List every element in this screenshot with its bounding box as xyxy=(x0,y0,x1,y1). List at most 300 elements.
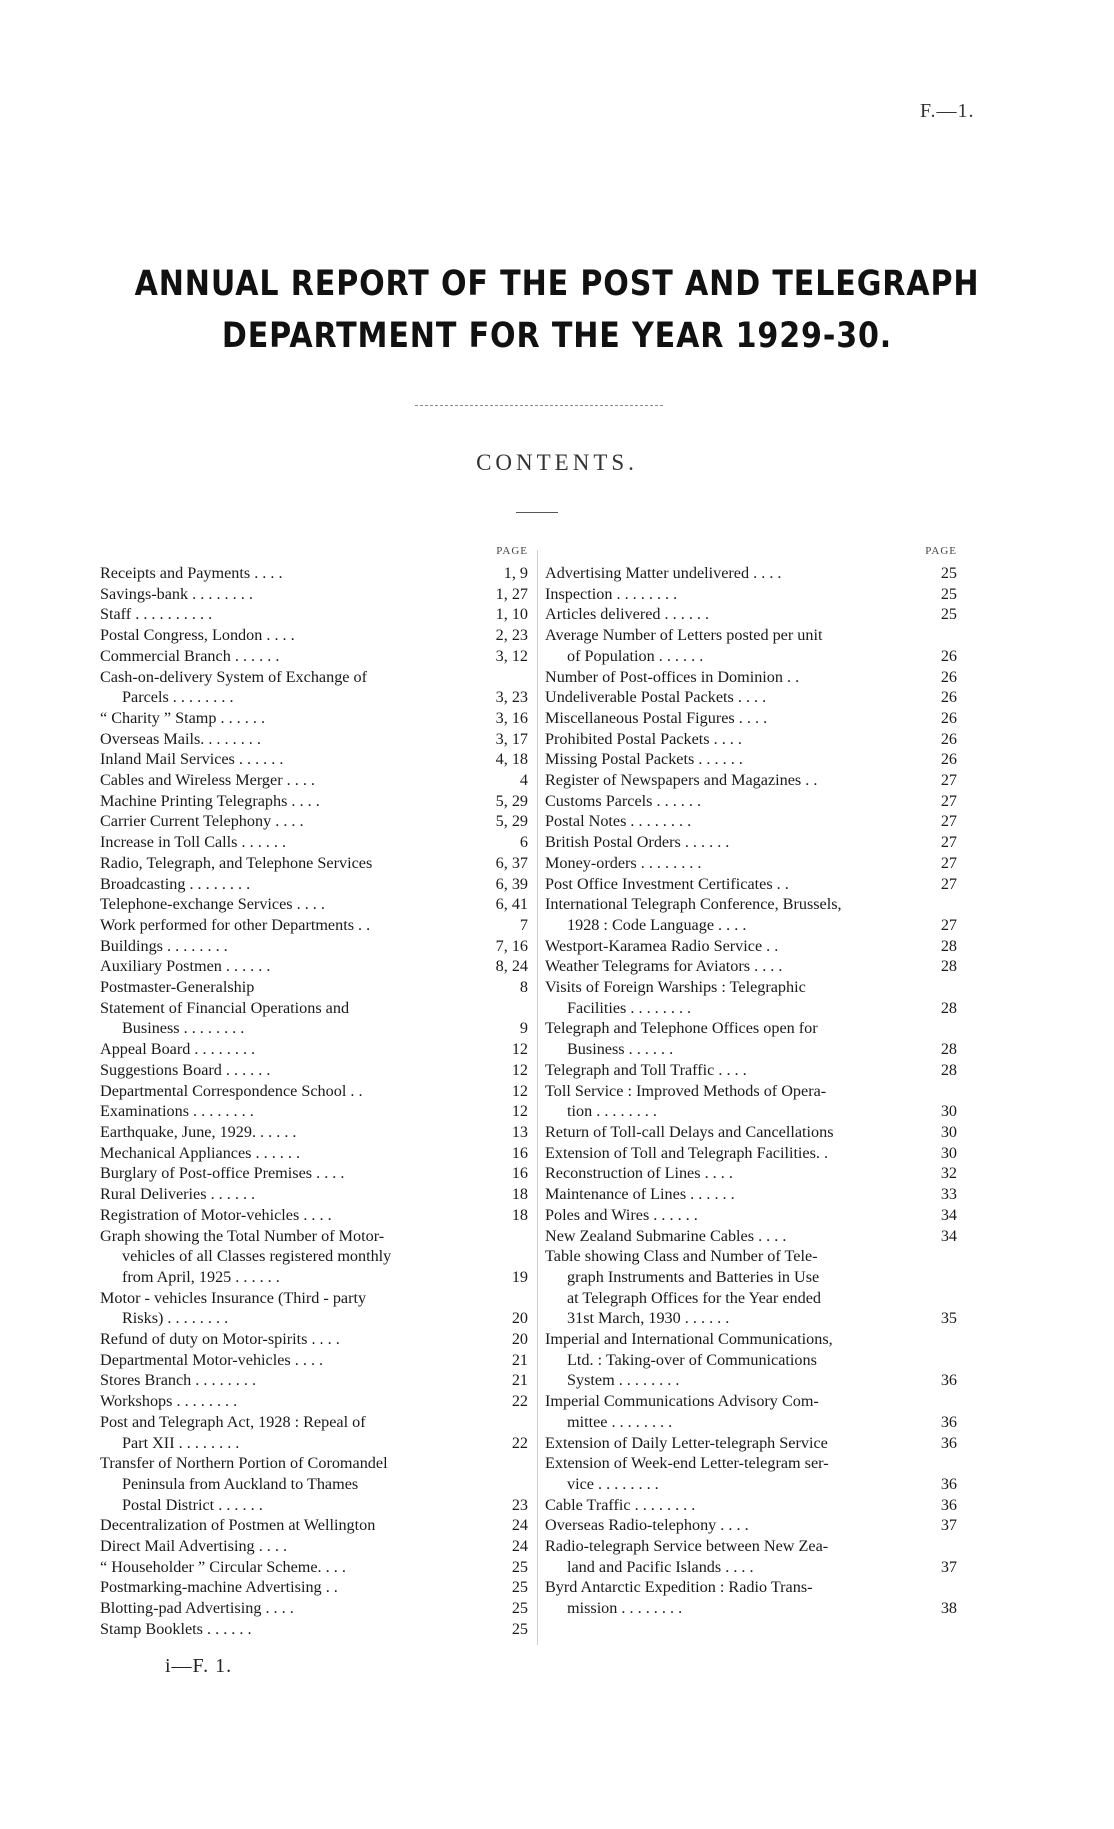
contents-entry-text: Facilities . . . . . . . . xyxy=(567,998,692,1017)
contents-entry-title xyxy=(100,1227,384,1245)
contents-entry xyxy=(545,791,957,812)
contents-entry-page: 25 xyxy=(511,1599,528,1618)
contents-entry xyxy=(100,1060,528,1081)
contents-entry-page: 19 xyxy=(511,1267,528,1286)
contents-entry xyxy=(545,874,957,895)
contents-entry-title xyxy=(545,585,677,603)
contents-entry xyxy=(100,1205,528,1226)
contents-entry-text: Auxiliary Postmen . . . . . . xyxy=(100,957,271,976)
contents-entry-text: Decentralization of Postmen at Wellington xyxy=(100,1516,376,1535)
contents-entry-page: 16 xyxy=(511,1164,528,1183)
contents-entry xyxy=(100,1267,528,1288)
contents-entry-page: 3, 23 xyxy=(495,688,528,707)
contents-entry-text: International Telegraph Conference, Brussels, xyxy=(545,895,842,914)
contents-entry-text: Missing Postal Packets . . . . . . xyxy=(545,750,743,769)
contents-entry xyxy=(545,1060,957,1081)
contents-entry-title xyxy=(100,626,295,644)
contents-entry xyxy=(100,563,528,584)
contents-entry-title xyxy=(100,1164,344,1182)
contents-entry-title xyxy=(545,1371,679,1389)
contents-entry xyxy=(545,1515,957,1536)
contents-entry-page: 27 xyxy=(940,771,957,790)
contents-entry-title xyxy=(545,1475,659,1493)
left-page-column-header: PAGE xyxy=(496,545,528,557)
contents-entry-title xyxy=(545,1578,813,1596)
contents-entry-title xyxy=(545,1082,826,1100)
contents-entry-text: Poles and Wires . . . . . . xyxy=(545,1205,698,1224)
contents-entry-text: Prohibited Postal Packets . . . . xyxy=(545,729,742,748)
contents-entry-text: Earthquake, June, 1929. . . . . . xyxy=(100,1122,297,1141)
contents-entry-text: System . . . . . . . . xyxy=(567,1371,680,1390)
footer-signature: i—F. 1. xyxy=(165,1655,233,1677)
contents-entry xyxy=(100,1557,528,1578)
contents-entry-title xyxy=(545,1019,818,1037)
contents-entry-text: Westport-Karamea Radio Service . . xyxy=(545,936,779,955)
contents-entry-title xyxy=(545,1516,749,1534)
contents-entry-page: 27 xyxy=(940,833,957,852)
contents-entry-page: 28 xyxy=(940,1060,957,1079)
contents-entry-page: 30 xyxy=(940,1102,957,1121)
title-divider xyxy=(415,405,663,406)
contents-entry-page: 34 xyxy=(940,1205,957,1224)
contents-entry-text: Staff . . . . . . . . . . xyxy=(100,605,213,624)
contents-entry-text: Toll Service : Improved Methods of Opera- xyxy=(545,1081,827,1100)
contents-entry-text: Overseas Radio-telephony . . . . xyxy=(545,1516,749,1535)
contents-entry xyxy=(545,563,957,584)
contents-entry xyxy=(100,1412,528,1433)
contents-entry-title xyxy=(545,1351,817,1369)
contents-entry-title xyxy=(545,1289,821,1307)
contents-entry-text: Carrier Current Telephony . . . . xyxy=(100,812,304,831)
contents-entry xyxy=(100,1018,528,1039)
contents-entry-title xyxy=(100,1289,366,1307)
contents-entry xyxy=(100,625,528,646)
contents-entry xyxy=(100,894,528,915)
contents-entry-text: Cable Traffic . . . . . . . . xyxy=(545,1495,696,1514)
contents-entry-page: 27 xyxy=(940,915,957,934)
contents-entry-text: at Telegraph Offices for the Year ended xyxy=(567,1288,822,1307)
contents-entry xyxy=(100,1101,528,1122)
contents-entry xyxy=(545,749,957,770)
contents-entry-page: 27 xyxy=(940,812,957,831)
contents-entry-title xyxy=(100,1496,263,1514)
contents-entry-page: 37 xyxy=(940,1557,957,1576)
contents-entry-text: Blotting-pad Advertising . . . . xyxy=(100,1599,294,1618)
contents-entry xyxy=(545,1536,957,1557)
contents-entry xyxy=(100,729,528,750)
contents-entry xyxy=(545,1350,957,1371)
contents-entry-text: Articles delivered . . . . . . xyxy=(545,605,710,624)
contents-entry xyxy=(545,687,957,708)
contents-entry-title xyxy=(545,750,743,768)
contents-entry-page: 6, 37 xyxy=(495,853,528,872)
contents-entry-page: 26 xyxy=(940,750,957,769)
contents-entry-title xyxy=(545,937,778,955)
contents-entry xyxy=(100,1598,528,1619)
contents-entry-title xyxy=(545,1185,735,1203)
contents-entry-title xyxy=(545,626,823,644)
contents-entry-title xyxy=(100,1558,346,1576)
contents-entry-title xyxy=(545,895,842,913)
contents-entry-text: Byrd Antarctic Expedition : Radio Trans- xyxy=(545,1578,813,1597)
contents-entry xyxy=(100,584,528,605)
contents-entry-title xyxy=(545,1330,833,1348)
contents-entry-page: 6, 41 xyxy=(495,895,528,914)
contents-entry-text: “ Householder ” Circular Scheme. . . . xyxy=(100,1557,346,1576)
contents-entry-title xyxy=(100,688,234,706)
contents-entry-title xyxy=(545,1537,828,1555)
contents-entry-page: 1, 10 xyxy=(495,605,528,624)
contents-entry-page: 27 xyxy=(940,853,957,872)
contents-entry xyxy=(545,708,957,729)
contents-entry xyxy=(545,1391,957,1412)
contents-entry-title xyxy=(100,1516,375,1534)
contents-entry xyxy=(100,1370,528,1391)
contents-entry-title xyxy=(100,916,370,934)
contents-entry-text: Reconstruction of Lines . . . . xyxy=(545,1164,733,1183)
contents-entry-text: 1928 : Code Language . . . . xyxy=(567,915,747,934)
contents-entry-text: Table showing Class and Number of Tele- xyxy=(545,1247,818,1266)
contents-entry-page: 28 xyxy=(940,936,957,955)
contents-entry-title xyxy=(100,1330,340,1348)
contents-entry-text: Postmarking-machine Advertising . . xyxy=(100,1578,338,1597)
contents-entry xyxy=(545,1557,957,1578)
contents-entry-text: Mechanical Appliances . . . . . . xyxy=(100,1143,301,1162)
contents-entry-text: Postal District . . . . . . xyxy=(122,1495,263,1514)
report-title-line-1: ANNUAL REPORT OF THE POST AND TELEGRAPH xyxy=(134,264,980,304)
contents-entry-text: Post Office Investment Certificates . . xyxy=(545,874,789,893)
contents-entry xyxy=(100,1081,528,1102)
contents-entry-title xyxy=(100,1620,252,1638)
contents-entry-title xyxy=(100,1144,300,1162)
contents-entry-title xyxy=(100,771,315,789)
contents-entry xyxy=(545,1246,957,1267)
contents-entry xyxy=(545,1474,957,1495)
contents-entry-text: Stores Branch . . . . . . . . xyxy=(100,1371,257,1390)
contents-entry-page: 23 xyxy=(511,1495,528,1514)
contents-entry-text: Savings-bank . . . . . . . . xyxy=(100,584,253,603)
contents-entry-text: Parcels . . . . . . . . xyxy=(122,688,234,707)
contents-entry-title xyxy=(100,1185,255,1203)
contents-entry-text: Statement of Financial Operations and xyxy=(100,998,350,1017)
contents-entry-text: Imperial Communications Advisory Com- xyxy=(545,1392,819,1411)
contents-entry-page: 36 xyxy=(940,1433,957,1452)
contents-entry-text: Radio-telegraph Service between New Zea- xyxy=(545,1537,829,1556)
contents-entry-title xyxy=(100,1082,363,1100)
contents-entry-text: Ltd. : Taking-over of Communications xyxy=(567,1350,817,1369)
contents-entry-text: Postal Congress, London . . . . xyxy=(100,626,295,645)
contents-entry-text: Direct Mail Advertising . . . . xyxy=(100,1537,288,1556)
contents-entry-page: 33 xyxy=(940,1185,957,1204)
contents-entry-text: Miscellaneous Postal Figures . . . . xyxy=(545,708,768,727)
contents-entry xyxy=(100,1039,528,1060)
contents-entry-page: 8 xyxy=(519,978,528,997)
contents-entry-page: 5, 29 xyxy=(495,812,528,831)
contents-entry xyxy=(545,667,957,688)
contents-entry-text: Number of Post-offices in Dominion . . xyxy=(545,667,800,686)
contents-entry-title xyxy=(100,668,367,686)
contents-entry-page: 4, 18 xyxy=(495,750,528,769)
contents-entry-page: 38 xyxy=(940,1599,957,1618)
contents-entry-text: vehicles of all Classes registered monthly xyxy=(122,1247,392,1266)
contents-entry-page: 36 xyxy=(940,1495,957,1514)
contents-entry xyxy=(100,1184,528,1205)
contents-entry-title xyxy=(545,792,701,810)
contents-entry-page: 3, 16 xyxy=(495,708,528,727)
contents-entry xyxy=(100,791,528,812)
contents-entry xyxy=(100,1453,528,1474)
contents-entry-page: 24 xyxy=(511,1516,528,1535)
contents-entry-title xyxy=(100,647,279,665)
contents-entry xyxy=(545,729,957,750)
right-page-column-header: PAGE xyxy=(925,545,957,557)
contents-entry-page: 12 xyxy=(511,1060,528,1079)
contents-entry-title xyxy=(100,564,283,582)
contents-entry xyxy=(545,1433,957,1454)
contents-entry-title xyxy=(100,1351,323,1369)
contents-entry-page: 6, 39 xyxy=(495,874,528,893)
contents-entry-title xyxy=(100,1268,280,1286)
contents-entry-page: 36 xyxy=(940,1412,957,1431)
contents-entry-page: 25 xyxy=(940,605,957,624)
contents-entry-text: Broadcasting . . . . . . . . xyxy=(100,874,251,893)
contents-entry-title xyxy=(545,999,691,1017)
contents-entry-page: 28 xyxy=(940,957,957,976)
contents-entry-title xyxy=(545,1496,695,1514)
contents-entry xyxy=(100,811,528,832)
contents-divider xyxy=(516,512,558,513)
contents-entry-text: Post and Telegraph Act, 1928 : Repeal of xyxy=(100,1412,366,1431)
contents-entry-title xyxy=(545,1123,834,1141)
contents-entry-text: Burglary of Post-office Premises . . . . xyxy=(100,1164,345,1183)
contents-entry-title xyxy=(100,585,253,603)
contents-entry-title xyxy=(100,1123,296,1141)
contents-entry xyxy=(100,1288,528,1309)
contents-entry-title xyxy=(100,1392,237,1410)
contents-entry-text: Undeliverable Postal Packets . . . . xyxy=(545,688,767,707)
contents-entry xyxy=(100,1122,528,1143)
contents-entry-text: Extension of Daily Letter-telegraph Service xyxy=(545,1433,828,1452)
contents-entry-title xyxy=(545,647,703,665)
contents-entry-title xyxy=(545,1061,747,1079)
contents-entry-title xyxy=(100,854,372,872)
contents-entry-title xyxy=(545,564,781,582)
contents-entry-page: 26 xyxy=(940,729,957,748)
contents-entry-title xyxy=(100,1206,332,1224)
contents-entry-text: mission . . . . . . . . xyxy=(567,1599,683,1618)
contents-entry-page: 21 xyxy=(511,1371,528,1390)
contents-entry-text: Extension of Toll and Telegraph Facilities. . xyxy=(545,1143,829,1162)
contents-entry-text: Overseas Mails. . . . . . . . xyxy=(100,729,261,748)
contents-entry-page: 18 xyxy=(511,1185,528,1204)
contents-entry-text: Transfer of Northern Portion of Coromandel xyxy=(100,1454,388,1473)
contents-entry-text: New Zealand Submarine Cables . . . . xyxy=(545,1226,787,1245)
contents-entry-text: Average Number of Letters posted per unit xyxy=(545,626,823,645)
contents-entry-title xyxy=(100,833,286,851)
contents-entry xyxy=(545,1143,957,1164)
contents-entry xyxy=(100,998,528,1019)
contents-entry-text: Registration of Motor-vehicles . . . . xyxy=(100,1205,332,1224)
contents-entry xyxy=(545,1453,957,1474)
contents-entry xyxy=(100,853,528,874)
contents-entry-text: Register of Newspapers and Magazines . . xyxy=(545,771,818,790)
contents-entry-text: Telephone-exchange Services . . . . xyxy=(100,895,325,914)
contents-entry-title xyxy=(100,730,261,748)
contents-entry-page: 20 xyxy=(511,1330,528,1349)
contents-entry xyxy=(545,1122,957,1143)
left-entries-list xyxy=(100,563,528,1640)
page-number: F.—1. xyxy=(920,100,975,122)
contents-entry-text: Return of Toll-call Delays and Cancellations xyxy=(545,1122,834,1141)
contents-entry-title xyxy=(545,730,742,748)
contents-entry-text: vice . . . . . . . . xyxy=(567,1474,659,1493)
contents-entry-title xyxy=(100,792,320,810)
contents-entry-page: 16 xyxy=(511,1143,528,1162)
contents-entry xyxy=(545,1598,957,1619)
contents-entry-text: Risks) . . . . . . . . xyxy=(122,1309,229,1328)
contents-entry xyxy=(100,749,528,770)
contents-entry-title xyxy=(545,875,789,893)
contents-entry-text: “ Charity ” Stamp . . . . . . xyxy=(100,708,265,727)
contents-entry-title xyxy=(545,1599,682,1617)
contents-entry-text: Work performed for other Departments . . xyxy=(100,915,371,934)
contents-entry-title xyxy=(545,916,746,934)
contents-entry-text: Departmental Correspondence School . . xyxy=(100,1081,363,1100)
contents-entry-title xyxy=(100,1475,358,1493)
contents-entry-text: Telegraph and Telephone Offices open for xyxy=(545,1019,818,1038)
contents-entry-page: 7, 16 xyxy=(495,936,528,955)
contents-entry-page: 26 xyxy=(940,688,957,707)
contents-entry xyxy=(100,956,528,977)
contents-entry xyxy=(545,853,957,874)
contents-entry-page: 20 xyxy=(511,1309,528,1328)
contents-entry-page: 36 xyxy=(940,1474,957,1493)
contents-entry xyxy=(100,1143,528,1164)
contents-entry-page: 27 xyxy=(940,791,957,810)
contents-entry-title xyxy=(545,605,709,623)
contents-entry xyxy=(545,915,957,936)
contents-entry-title xyxy=(545,1206,698,1224)
contents-entry xyxy=(100,1577,528,1598)
contents-entry xyxy=(100,874,528,895)
contents-entry-text: Radio, Telegraph, and Telephone Services xyxy=(100,853,373,872)
contents-entry xyxy=(545,1018,957,1039)
contents-entry-page: 3, 12 xyxy=(495,646,528,665)
contents-entry-page: 28 xyxy=(940,998,957,1017)
contents-entry-text: Commercial Branch . . . . . . xyxy=(100,646,280,665)
contents-entry xyxy=(100,1308,528,1329)
contents-entry-text: graph Instruments and Batteries in Use xyxy=(567,1267,820,1286)
contents-entry-text: mittee . . . . . . . . xyxy=(567,1412,673,1431)
contents-entry-page: 24 xyxy=(511,1537,528,1556)
contents-entry xyxy=(545,1205,957,1226)
contents-entry-page: 26 xyxy=(940,667,957,686)
contents-entry xyxy=(545,832,957,853)
contents-entry-text: Examinations . . . . . . . . xyxy=(100,1102,254,1121)
contents-entry xyxy=(100,687,528,708)
contents-entry xyxy=(545,956,957,977)
contents-entry-page: 6 xyxy=(519,833,528,852)
contents-entry-text: Visits of Foreign Warships : Telegraphic xyxy=(545,978,806,997)
contents-entry-page: 34 xyxy=(940,1226,957,1245)
contents-entry-page: 30 xyxy=(940,1143,957,1162)
contents-entry-title xyxy=(545,668,799,686)
contents-entry-page: 26 xyxy=(940,646,957,665)
contents-entry-title xyxy=(100,999,349,1017)
contents-entry-title xyxy=(545,1247,818,1265)
contents-entry xyxy=(100,604,528,625)
contents-entry-text: Motor - vehicles Insurance (Third - party xyxy=(100,1288,367,1307)
contents-entry-title xyxy=(100,750,283,768)
contents-entry-page: 4 xyxy=(519,771,528,790)
contents-entry xyxy=(545,604,957,625)
contents-entry xyxy=(100,708,528,729)
contents-entry-title xyxy=(545,1144,828,1162)
contents-entry xyxy=(545,1288,957,1309)
contents-entry-title xyxy=(100,1040,255,1058)
contents-entry-title xyxy=(100,957,270,975)
contents-entry-page: 27 xyxy=(940,874,957,893)
contents-entry-title xyxy=(545,1268,819,1286)
contents-entry-title xyxy=(545,1309,729,1327)
contents-entry-page: 1, 27 xyxy=(495,584,528,603)
contents-entry-page: 35 xyxy=(940,1309,957,1328)
contents-entry-page: 37 xyxy=(940,1516,957,1535)
contents-entry-page: 7 xyxy=(519,915,528,934)
contents-entry xyxy=(545,646,957,667)
contents-entry-title xyxy=(545,771,817,789)
contents-entry xyxy=(100,646,528,667)
contents-entry-title xyxy=(545,978,806,996)
contents-entry-title xyxy=(545,1040,673,1058)
contents-entry-page: 25 xyxy=(511,1619,528,1638)
report-title xyxy=(78,258,1036,362)
contents-entry xyxy=(545,998,957,1019)
right-entries-list xyxy=(545,563,957,1619)
contents-entry-title xyxy=(545,1164,733,1182)
contents-entry-page: 21 xyxy=(511,1350,528,1369)
contents-entry-page: 1, 9 xyxy=(503,564,528,582)
contents-entry xyxy=(545,1184,957,1205)
contents-entry-page: 12 xyxy=(511,1081,528,1100)
contents-entry-title xyxy=(100,1599,294,1617)
contents-entry xyxy=(545,1329,957,1350)
contents-entry xyxy=(545,1370,957,1391)
contents-entry xyxy=(545,1101,957,1122)
contents-entry-page: 9 xyxy=(519,1019,528,1038)
contents-entry-title xyxy=(100,1309,228,1327)
contents-entry-text: Weather Telegrams for Aviators . . . . xyxy=(545,957,783,976)
contents-entry xyxy=(100,1163,528,1184)
contents-entry-page: 25 xyxy=(940,584,957,603)
contents-entry-text: Imperial and International Communications, xyxy=(545,1330,833,1349)
contents-entry xyxy=(545,894,957,915)
contents-entry-text: Stamp Booklets . . . . . . xyxy=(100,1619,252,1638)
contents-entry xyxy=(100,770,528,791)
contents-entry-page: 13 xyxy=(511,1122,528,1141)
contents-entry xyxy=(545,1308,957,1329)
contents-entry xyxy=(545,1039,957,1060)
contents-entry xyxy=(545,1163,957,1184)
contents-entry-text: tion . . . . . . . . xyxy=(567,1102,657,1121)
contents-entry-text: Postmaster-Generalship xyxy=(100,978,255,997)
contents-entry xyxy=(100,1619,528,1640)
contents-entry-text: Part XII . . . . . . . . xyxy=(122,1433,240,1452)
contents-entry-text: from April, 1925 . . . . . . xyxy=(122,1267,280,1286)
contents-entry-page: 36 xyxy=(940,1371,957,1390)
contents-entry-text: Business . . . . . . . . xyxy=(122,1019,245,1038)
contents-entry xyxy=(100,1495,528,1516)
